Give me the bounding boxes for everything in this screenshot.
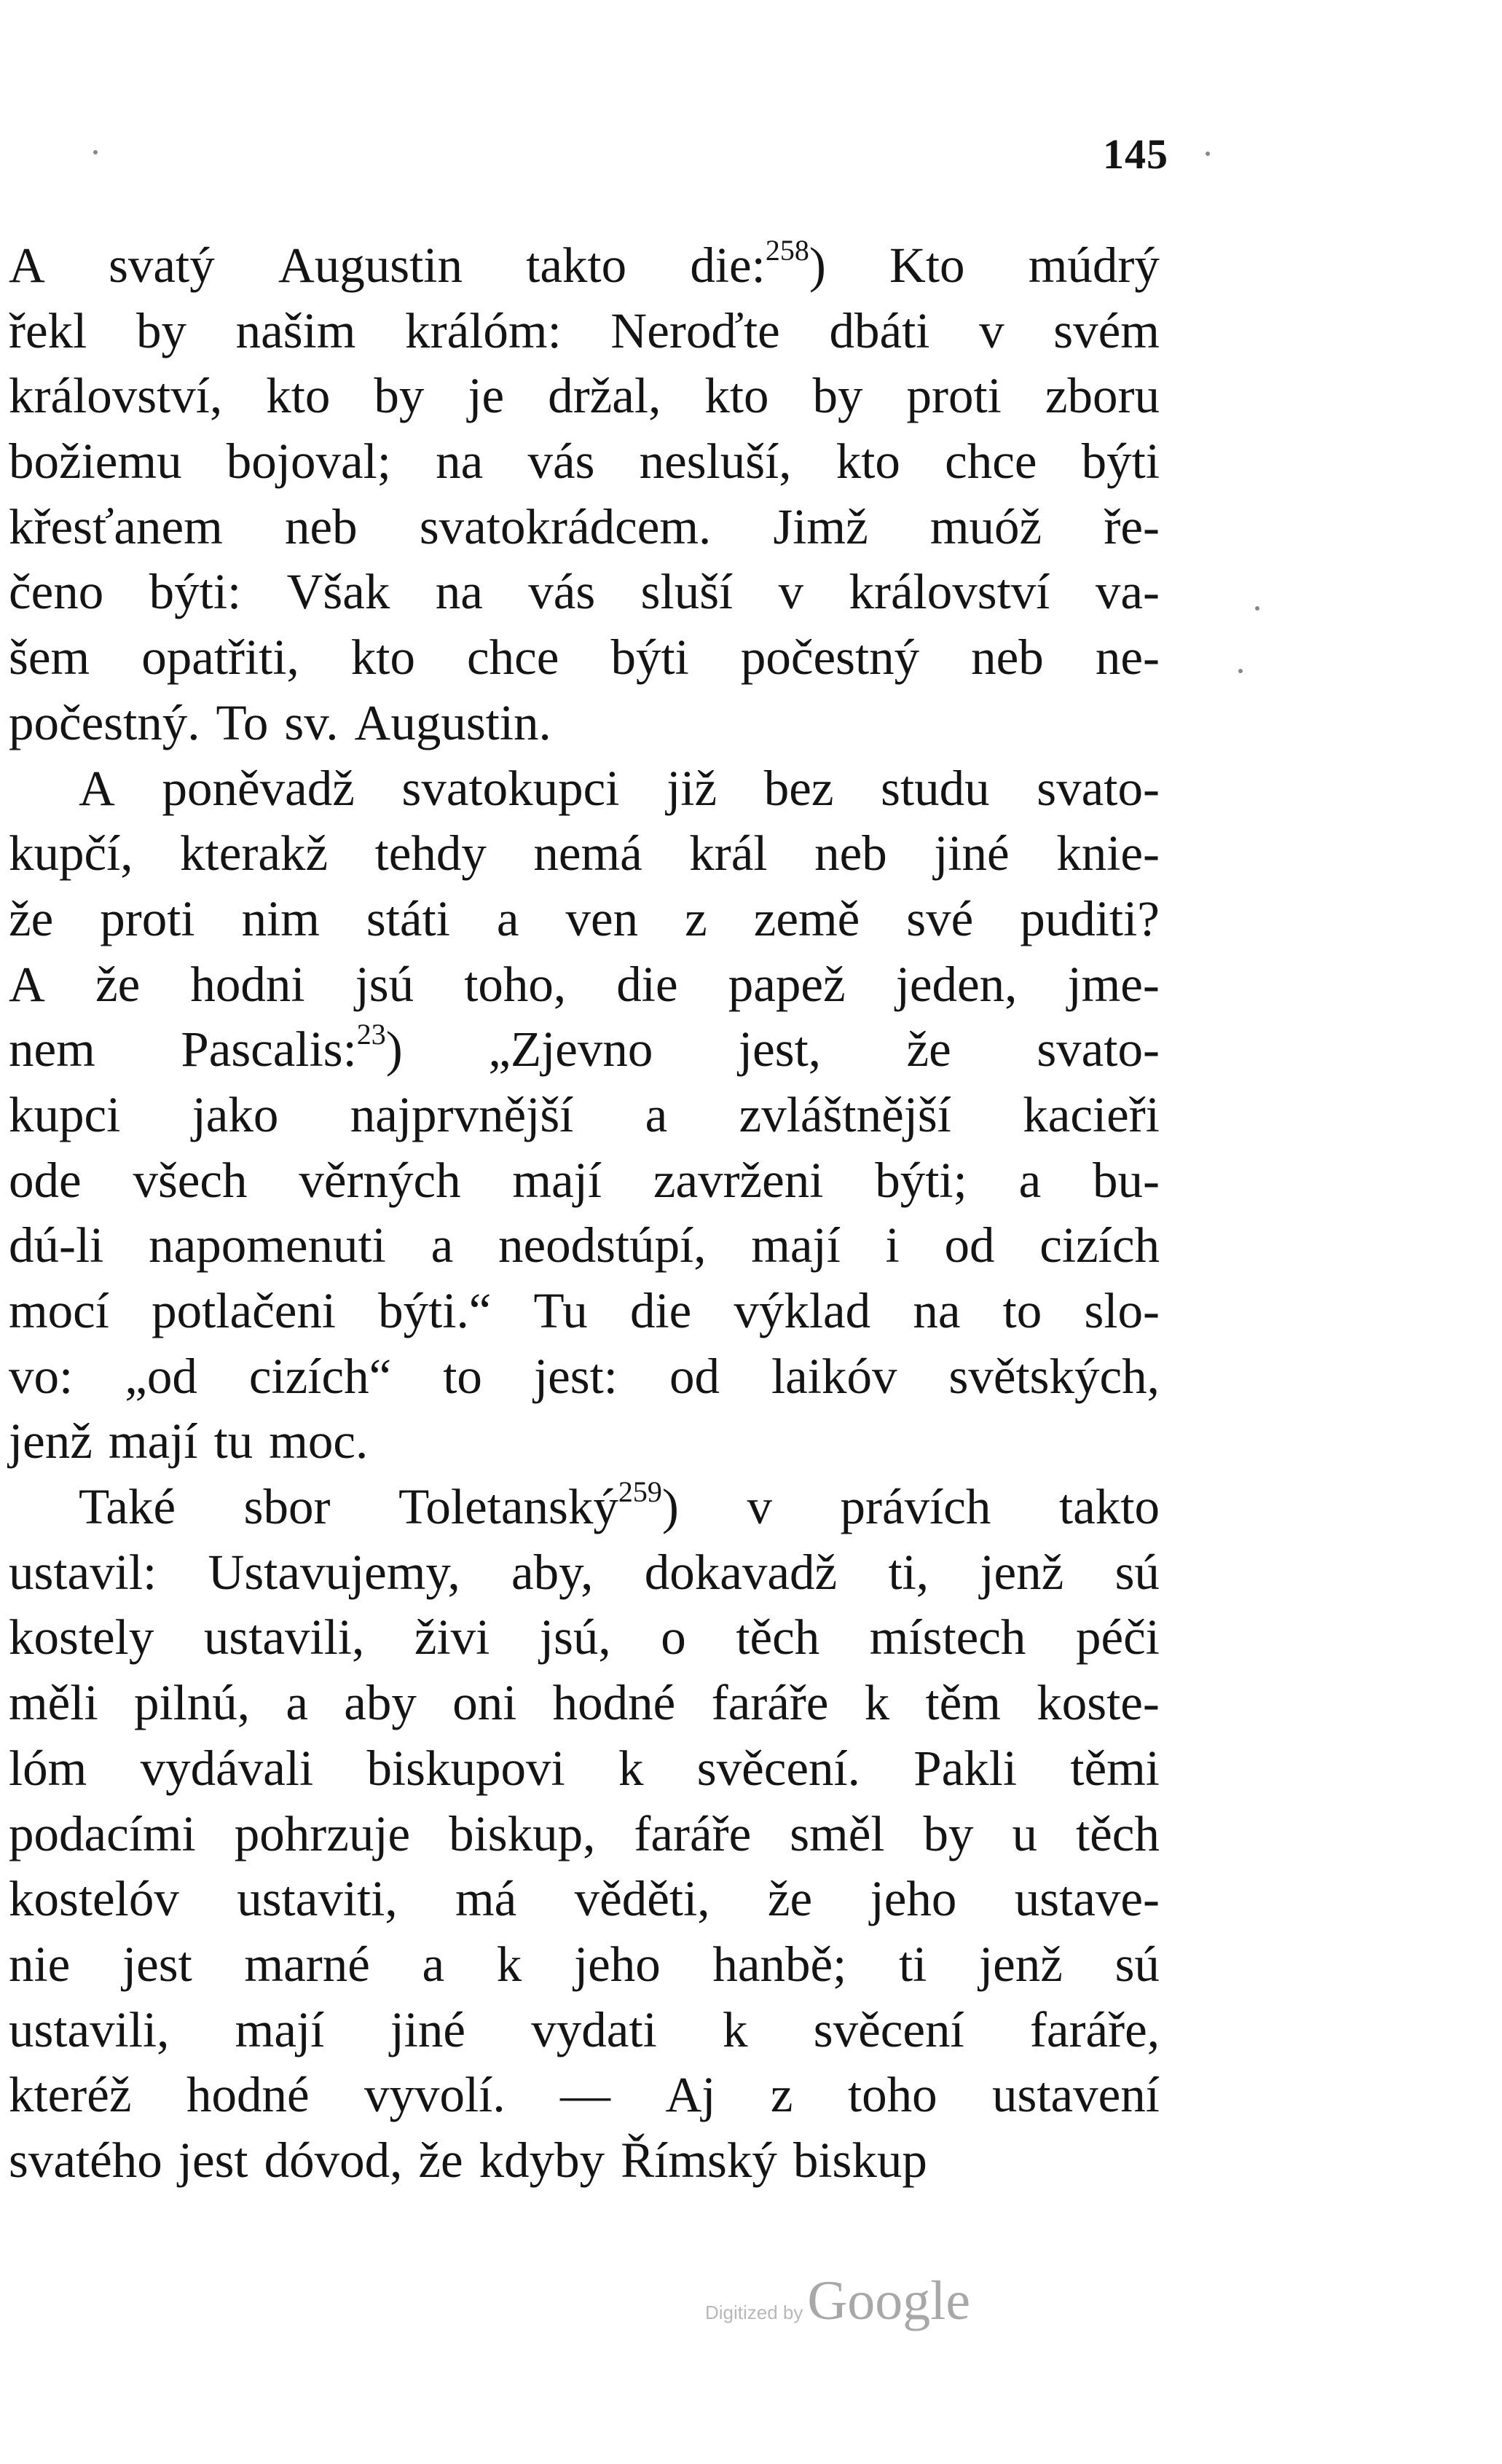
page-number: 145	[1103, 130, 1168, 178]
word: křesťanem	[9, 498, 223, 554]
word: šem	[9, 629, 90, 686]
word: neb	[971, 629, 1044, 686]
word: Aj	[665, 2067, 716, 2123]
text-line	[9, 1279, 1160, 1344]
word: králóm:	[405, 302, 562, 358]
word: bu-	[1093, 1152, 1160, 1208]
word: slo-	[1084, 1283, 1160, 1338]
word: a	[496, 890, 519, 946]
word: svatý	[109, 238, 215, 293]
word: vydati	[531, 2001, 657, 2057]
word: těch	[736, 1609, 820, 1665]
word: kacieři	[1023, 1086, 1160, 1142]
word: faráře	[634, 1805, 752, 1861]
word: našim	[235, 302, 356, 358]
word: ode	[9, 1152, 82, 1208]
word: hodni	[190, 956, 305, 1012]
word: sv.	[284, 694, 339, 750]
word: studu	[881, 760, 990, 816]
word: jme-	[1067, 956, 1160, 1012]
word: puditi?	[1020, 890, 1160, 946]
word: řekl	[9, 302, 87, 358]
word: svém	[1053, 302, 1160, 358]
text-line	[9, 1409, 1160, 1475]
word: svato-	[1037, 1021, 1160, 1078]
word: jeho	[870, 1871, 957, 1927]
word: chce	[945, 433, 1037, 490]
word: bez	[763, 760, 834, 816]
text-line	[9, 1932, 1160, 1998]
paper-speck	[1255, 606, 1259, 611]
watermark-brand: Google	[807, 2270, 971, 2331]
word: aby	[344, 1675, 417, 1731]
word: kto	[350, 629, 415, 686]
word: ustave-	[1014, 1871, 1160, 1927]
word: směl	[790, 1805, 885, 1861]
word: ustavení	[992, 2067, 1160, 2123]
word: takto	[526, 238, 627, 293]
word: —	[560, 2067, 611, 2123]
word: to	[1002, 1283, 1042, 1338]
word: dokavadž	[644, 1544, 838, 1600]
word: jenž	[9, 1413, 93, 1470]
text-line	[9, 1475, 1160, 1540]
word: hanbě;	[712, 1936, 847, 1992]
word: vo:	[9, 1348, 74, 1404]
word: ti	[898, 1936, 927, 1992]
word: podacími	[9, 1805, 196, 1861]
word: mají	[235, 2001, 325, 2057]
word: sluší	[640, 564, 734, 620]
word: počestný	[740, 629, 920, 686]
word: takto	[1059, 1479, 1160, 1535]
word: z	[685, 890, 707, 946]
word: oni	[452, 1675, 517, 1731]
word: k	[618, 1740, 644, 1796]
word: biskupovi	[366, 1740, 565, 1796]
text-line	[9, 233, 1160, 299]
word: království	[849, 564, 1050, 620]
word: dóvod,	[264, 2132, 403, 2188]
word: kdyby	[479, 2132, 605, 2188]
word: tehdy	[374, 825, 487, 882]
word: i	[885, 1217, 900, 1274]
text-line	[9, 364, 1160, 429]
word: poněvadž	[162, 760, 355, 816]
word: nie	[9, 1936, 71, 1992]
text-line	[9, 756, 1160, 822]
word: jiné	[390, 2001, 466, 2057]
word: kostely	[9, 1609, 154, 1665]
word: království,	[9, 368, 223, 424]
word-with-footnote	[690, 233, 825, 299]
word: ti,	[888, 1544, 929, 1600]
word: die:	[690, 238, 766, 293]
word: ustavili,	[203, 1609, 365, 1665]
word: že	[9, 890, 54, 946]
text-line	[9, 495, 1160, 560]
word: a	[430, 1217, 454, 1274]
word: kto	[266, 368, 331, 424]
word: faráře,	[1029, 2001, 1160, 2057]
word: kteréž	[9, 2067, 132, 2123]
word: tu	[213, 1413, 253, 1470]
word: vás	[527, 433, 595, 490]
word: jest	[122, 1936, 192, 1992]
digitization-watermark	[705, 2269, 970, 2333]
word: jenž	[980, 1544, 1064, 1600]
word: jsú	[355, 956, 414, 1012]
word: jiné	[934, 825, 1010, 882]
word: zavrženi	[653, 1152, 824, 1208]
word: býti:	[149, 564, 242, 620]
word: najprvnější	[350, 1086, 574, 1142]
text-line	[9, 1083, 1160, 1148]
word: právích	[840, 1479, 991, 1535]
word: svatého	[9, 2132, 162, 2188]
word: jsú,	[539, 1609, 611, 1665]
word: cizích	[1039, 1217, 1160, 1274]
word: svatokrádcem.	[419, 498, 712, 554]
word: svěcení.	[696, 1740, 860, 1796]
word: by	[135, 302, 186, 358]
word: knie-	[1056, 825, 1160, 882]
footnote-marker: 259	[618, 1475, 662, 1509]
paper-speck	[93, 150, 98, 154]
word: A	[79, 760, 115, 816]
word: v	[747, 1479, 772, 1535]
word: božiemu	[9, 433, 182, 490]
text-line	[9, 1540, 1160, 1606]
word-with-footnote	[181, 1017, 402, 1083]
word: napomenuti	[149, 1217, 386, 1274]
word: že	[906, 1021, 951, 1078]
text-line	[9, 1344, 1160, 1410]
word: má	[455, 1871, 517, 1927]
text-line	[9, 821, 1160, 887]
word: státi	[366, 890, 450, 946]
word: ustaviti,	[237, 1871, 398, 1927]
text-line	[9, 429, 1160, 495]
word: nesluší,	[639, 433, 792, 490]
word: múdrý	[1028, 238, 1160, 293]
word: péči	[1075, 1609, 1160, 1665]
word: biskup	[793, 2132, 927, 2188]
word: ře-	[1104, 498, 1160, 554]
word: Jimž	[773, 498, 868, 554]
word: sú	[1114, 1936, 1160, 1992]
word: věděti,	[574, 1871, 710, 1927]
word: nemá	[533, 825, 642, 882]
word: vydávali	[140, 1740, 314, 1796]
word: kto	[835, 433, 900, 490]
word: neb	[814, 825, 887, 882]
word: biskup,	[449, 1805, 596, 1861]
word: va-	[1095, 564, 1160, 620]
word: býti.“	[378, 1283, 492, 1338]
word: těm	[925, 1675, 1001, 1731]
word: jeho	[573, 1936, 661, 1992]
word-with-footnote	[398, 1475, 679, 1540]
word: těch	[1075, 1805, 1160, 1861]
word: že	[95, 956, 141, 1012]
word: Však	[286, 564, 390, 620]
word: laikóv	[771, 1348, 897, 1404]
word: jako	[192, 1086, 279, 1142]
text-line	[9, 1671, 1160, 1736]
word: dú-li	[9, 1217, 104, 1274]
word: kto	[704, 368, 769, 424]
word: těmi	[1070, 1740, 1160, 1796]
text-line	[9, 1213, 1160, 1279]
word: na	[435, 564, 483, 620]
word: čeno	[9, 564, 104, 620]
paper-speck	[1238, 669, 1243, 673]
word: k	[864, 1675, 890, 1731]
word: nem	[9, 1021, 95, 1078]
word: že	[418, 2132, 463, 2188]
word: Tu	[533, 1283, 588, 1338]
word: Toletanský	[398, 1479, 618, 1535]
word: ustavili,	[9, 2001, 170, 2057]
word: zboru	[1045, 368, 1160, 424]
word: neb	[285, 498, 358, 554]
word: v	[979, 302, 1004, 358]
text-line	[9, 560, 1160, 625]
word: na	[436, 433, 484, 490]
word: světských,	[948, 1348, 1160, 1404]
word: svěcení	[813, 2001, 964, 2057]
body-text	[9, 233, 1160, 2194]
text-line	[9, 1998, 1160, 2063]
word: chce	[467, 629, 559, 686]
word: aby,	[511, 1544, 594, 1600]
word: již	[667, 760, 717, 816]
word: svatokupci	[401, 760, 620, 816]
word: a	[645, 1086, 668, 1142]
word: na	[913, 1283, 961, 1338]
word: „od	[125, 1348, 197, 1404]
text-line	[9, 952, 1160, 1018]
text-line	[9, 691, 1160, 756]
word: Pakli	[913, 1740, 1018, 1796]
word: opatřiti,	[141, 629, 299, 686]
word: výklad	[734, 1283, 871, 1338]
word: k	[496, 1936, 522, 1992]
word: Augustin	[278, 238, 463, 293]
word: pohrzuje	[234, 1805, 411, 1861]
word: měli	[9, 1675, 98, 1731]
word: dbáti	[829, 302, 930, 358]
word: v	[778, 564, 804, 620]
word: faráře	[711, 1675, 829, 1731]
word: Ustavujemy,	[208, 1544, 460, 1600]
word: že	[767, 1871, 813, 1927]
word: mají	[751, 1217, 841, 1274]
word: mají	[512, 1152, 602, 1208]
word: )	[809, 238, 826, 293]
text-line	[9, 1736, 1160, 1802]
word: místech	[869, 1609, 1026, 1665]
word: )	[661, 1479, 679, 1535]
word: muóž	[929, 498, 1042, 554]
word: Neroďte	[610, 302, 780, 358]
text-line	[9, 2128, 1160, 2194]
word: by	[812, 368, 863, 424]
word: Kto	[889, 238, 965, 293]
word: jest,	[738, 1021, 821, 1078]
word: z	[770, 2067, 793, 2123]
word: a	[1018, 1152, 1042, 1208]
footnote-marker: 23	[356, 1018, 386, 1051]
word: ven	[565, 890, 639, 946]
word: sbor	[243, 1479, 331, 1535]
word: všech	[133, 1152, 248, 1208]
word: by	[923, 1805, 974, 1861]
word: jeden,	[895, 956, 1018, 1012]
word: Římský	[621, 2132, 777, 2188]
word: král	[689, 825, 768, 882]
word: A	[9, 238, 45, 293]
word: držal,	[548, 368, 661, 424]
word: moc.	[269, 1413, 369, 1470]
text-line	[9, 887, 1160, 952]
text-line	[9, 1148, 1160, 1214]
word: kupčí,	[9, 825, 133, 882]
word: die	[616, 956, 678, 1012]
word: )	[385, 1021, 403, 1078]
word: Pascalis:	[181, 1021, 357, 1078]
word: neodstúpí,	[498, 1217, 707, 1274]
word: marné	[244, 1936, 370, 1992]
word: „Zjevno	[488, 1021, 653, 1078]
text-line	[9, 625, 1160, 691]
word: toho	[847, 2067, 937, 2123]
watermark-prefix: Digitized by	[705, 2302, 803, 2323]
word: a	[286, 1675, 308, 1731]
word: proti	[906, 368, 1002, 424]
word: by	[374, 368, 425, 424]
word: býti	[1081, 433, 1160, 490]
word: země	[753, 890, 860, 946]
word: proti	[100, 890, 195, 946]
word: u	[1012, 1805, 1037, 1861]
word: to	[443, 1348, 482, 1404]
text-line	[9, 1867, 1160, 1932]
word: cizích“	[248, 1348, 392, 1404]
word: hodné	[186, 2067, 310, 2123]
word: hodné	[552, 1675, 676, 1731]
text-line	[9, 2063, 1160, 2128]
word: vyvolí.	[364, 2067, 506, 2123]
word: k	[723, 2001, 748, 2057]
word: od	[669, 1348, 720, 1404]
paper-speck	[1206, 152, 1210, 156]
word: počestný.	[9, 694, 200, 750]
word: To	[216, 694, 269, 750]
word: jest	[178, 2132, 248, 2188]
word: jenž	[978, 1936, 1063, 1992]
word: Také	[79, 1479, 176, 1535]
word: die	[629, 1283, 692, 1338]
word: potlačeni	[152, 1283, 337, 1338]
footnote-marker: 258	[765, 234, 809, 267]
word: koste-	[1037, 1675, 1160, 1731]
text-line	[9, 1802, 1160, 1867]
word: sú	[1114, 1544, 1160, 1600]
word: býti;	[875, 1152, 967, 1208]
word: svato-	[1037, 760, 1160, 816]
word: ustavil:	[9, 1544, 157, 1600]
word: toho,	[464, 956, 567, 1012]
word: kterakž	[180, 825, 329, 882]
word: kostelóv	[9, 1871, 179, 1927]
word: bojoval;	[226, 433, 391, 490]
text-line	[9, 299, 1160, 364]
word: věrných	[299, 1152, 461, 1208]
word: kupci	[9, 1086, 121, 1142]
word: nim	[241, 890, 320, 946]
text-line	[9, 1605, 1160, 1671]
word: Augustin.	[354, 694, 551, 750]
word: papež	[728, 956, 846, 1012]
word: jest:	[533, 1348, 618, 1404]
word: své	[906, 890, 974, 946]
word: zvláštnější	[739, 1086, 951, 1142]
word: od	[944, 1217, 995, 1274]
word: vás	[528, 564, 596, 620]
word: o	[661, 1609, 686, 1665]
word: mocí	[9, 1283, 109, 1338]
word: živi	[414, 1609, 490, 1665]
word: je	[468, 368, 505, 424]
word: pilnú,	[133, 1675, 251, 1731]
word: mají	[108, 1413, 198, 1470]
word: A	[9, 956, 45, 1012]
text-line	[9, 1017, 1160, 1083]
word: býti	[610, 629, 689, 686]
word: a	[422, 1936, 445, 1992]
word: lóm	[9, 1740, 87, 1796]
word: ne-	[1095, 629, 1160, 686]
